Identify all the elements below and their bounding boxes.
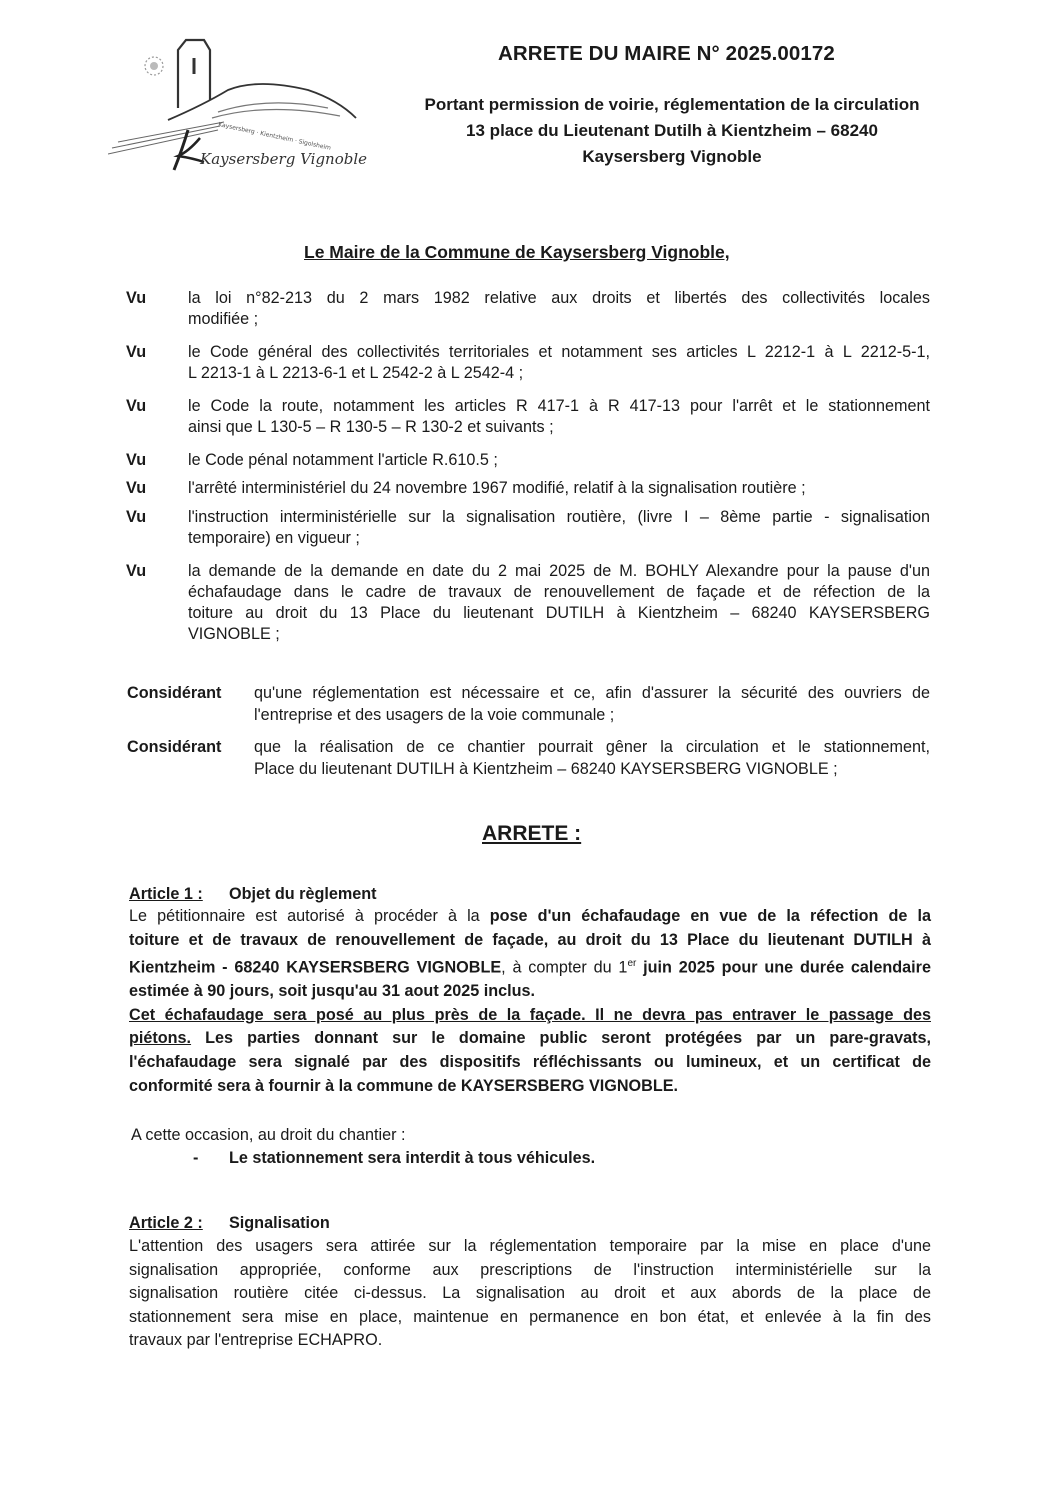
article-line: toiture et de travaux de renouvellement de façade, au droit du 13 Place du lieutenant DUTILH à bbox=[129, 930, 931, 949]
considerant-line: Place du lieutenant DUTILH à Kientzheim – 68240 KAYSERSBERG VIGNOBLE ; bbox=[254, 760, 838, 778]
vu-line: l'arrêté interministériel du 24 novembre 1967 modifié, relatif à la signalisation routière ; bbox=[188, 479, 806, 497]
article-name: Objet du règlement bbox=[229, 885, 377, 903]
considerant-text bbox=[254, 736, 930, 780]
considerant-label: Considérant bbox=[127, 684, 222, 702]
vu-label: Vu bbox=[126, 289, 147, 307]
logo-graphic bbox=[108, 30, 368, 180]
article-line: signalisation appropriée, conforme aux prescriptions de l'instruction interministérielle sur la bbox=[129, 1260, 931, 1279]
article-number: Article 2 : bbox=[129, 1214, 203, 1232]
vu-label: Vu bbox=[126, 562, 147, 580]
bullet-item: Le stationnement sera interdit à tous véhicules. bbox=[229, 1149, 596, 1167]
vu-line: modifiée ; bbox=[188, 310, 259, 328]
vu-text bbox=[188, 450, 930, 471]
vu-label: Vu bbox=[126, 397, 147, 415]
vu-line: l'instruction interministérielle sur la signalisation routière, (livre I – 8ème partie - signalisation bbox=[188, 508, 930, 526]
vu-line: le Code pénal notamment l'article R.610.5 ; bbox=[188, 451, 498, 469]
considerant-text bbox=[254, 682, 930, 726]
subtitle-line: 13 place du Lieutenant Dutilh à Kientzheim – 68240 bbox=[466, 121, 878, 140]
article-line: stationnement sera mise en place, maintenue en permanence en bon état, et enlevée à la fin des bbox=[129, 1307, 931, 1326]
article-2-heading bbox=[129, 1214, 330, 1233]
article-line: conformité sera à fournir à la commune de KAYSERSBERG VIGNOBLE. bbox=[129, 1076, 679, 1095]
article-1-body bbox=[129, 905, 931, 1098]
article-number: Article 1 : bbox=[129, 885, 203, 903]
vu-text bbox=[188, 396, 930, 438]
article-line: Cet échafaudage sera posé au plus près de la façade. Il ne devra pas entraver le passage des bbox=[129, 1005, 931, 1024]
vu-label: Vu bbox=[126, 508, 147, 526]
vu-line: temporaire) en vigueur ; bbox=[188, 529, 360, 547]
vu-text bbox=[188, 478, 930, 499]
logo-small-text: Kaysersberg · Kientzheim · Sigolsheim bbox=[217, 121, 332, 152]
vu-text bbox=[188, 561, 930, 645]
vu-label: Vu bbox=[126, 479, 147, 497]
vu-text bbox=[188, 342, 930, 384]
article-1-heading bbox=[129, 885, 377, 904]
vu-line: le Code général des collectivités territoriales et notamment ses articles L 2212-1 à L 2212-5-1, bbox=[188, 343, 930, 361]
text-run: Kientzheim - 68240 KAYSERSBERG VIGNOBLE bbox=[129, 958, 502, 977]
article-line bbox=[129, 1027, 931, 1051]
vu-line: ainsi que L 130-5 – R 130-5 – R 130-2 et suivants ; bbox=[188, 418, 554, 436]
text-run: juin 2025 pour une durée calendaire bbox=[636, 958, 931, 977]
mayor-heading: Le Maire de la Commune de Kaysersberg Vignoble, bbox=[304, 242, 730, 262]
vu-line: L 2213-1 à L 2213-6-1 et L 2542-2 à L 2542-4 ; bbox=[188, 364, 524, 382]
vu-line: toiture au droit du 13 Place du lieutenant DUTILH à Kientzheim – 68240 KAYSERSBERG bbox=[188, 604, 930, 622]
vu-text bbox=[188, 288, 930, 330]
article-name: Signalisation bbox=[229, 1214, 330, 1232]
considerant-line: que la réalisation de ce chantier pourrait gêner la circulation et le stationnement, bbox=[254, 738, 930, 756]
article-line: estimée à 90 jours, soit jusqu'au 31 aout 2025 inclus. bbox=[129, 982, 535, 1001]
text-run: , à compter du 1 bbox=[501, 958, 628, 977]
vu-text bbox=[188, 507, 930, 549]
considerant-label: Considérant bbox=[127, 738, 222, 756]
vu-line: la demande de la demande en date du 2 mai 2025 de M. BOHLY Alexandre pour la pause d'un bbox=[188, 562, 930, 580]
article-line bbox=[129, 952, 931, 980]
vu-line: le Code la route, notamment les articles R 417-1 à R 417-13 pour l'arrêt et le stationnement bbox=[188, 397, 930, 415]
text-run: piétons. bbox=[129, 1029, 192, 1048]
vu-label: Vu bbox=[126, 343, 147, 361]
considerant-line: l'entreprise et des usagers de la voie communale ; bbox=[254, 706, 615, 724]
article-line bbox=[129, 905, 931, 929]
text-run: pose d'un échafaudage en vue de la réfection de la bbox=[489, 907, 931, 925]
decree-subtitle bbox=[372, 92, 972, 170]
vu-line: la loi n°82-213 du 2 mars 1982 relative aux droits et libertés des collectivités locales bbox=[188, 289, 930, 307]
decree-title: ARRETE DU MAIRE N° 2025.00172 bbox=[498, 42, 835, 65]
vu-label: Vu bbox=[126, 451, 147, 469]
municipal-logo bbox=[108, 30, 368, 180]
logo-text: Kaysersberg Vignoble bbox=[200, 150, 368, 168]
subtitle-line: Portant permission de voirie, réglementation de la circulation bbox=[424, 95, 920, 114]
considerant-line: qu'une réglementation est nécessaire et ce, afin d'assurer la sécurité des ouvriers de bbox=[254, 684, 930, 702]
text-run: er bbox=[627, 958, 637, 970]
article-line: travaux par l'entreprise ECHAPRO. bbox=[129, 1331, 383, 1350]
occasion-text: A cette occasion, au droit du chantier : bbox=[131, 1126, 406, 1144]
bullet-dash: - bbox=[193, 1149, 199, 1167]
subtitle-line: Kaysersberg Vignoble bbox=[582, 147, 762, 166]
arrete-heading: ARRETE : bbox=[482, 822, 582, 845]
text-run: Le pétitionnaire est autorisé à procéder à la bbox=[129, 907, 490, 925]
article-line: l'échafaudage sera signalé par des dispositifs réfléchissants ou lumineux, et un certificat de bbox=[129, 1052, 931, 1071]
text-run: Les parties donnant sur le domaine public seront protégées par un pare-gravats, bbox=[191, 1029, 931, 1048]
article-line: signalisation routière citée ci-dessus. La signalisation au droit et aux abords de la place de bbox=[129, 1284, 931, 1303]
article-line: L'attention des usagers sera attirée sur la réglementation temporaire par la mise en place d'une bbox=[129, 1237, 931, 1255]
vu-line: VIGNOBLE ; bbox=[188, 625, 280, 643]
vu-line: échafaudage dans le cadre de travaux de renouvellement de façade et de réfection de la bbox=[188, 583, 930, 601]
article-2-body bbox=[129, 1235, 931, 1353]
